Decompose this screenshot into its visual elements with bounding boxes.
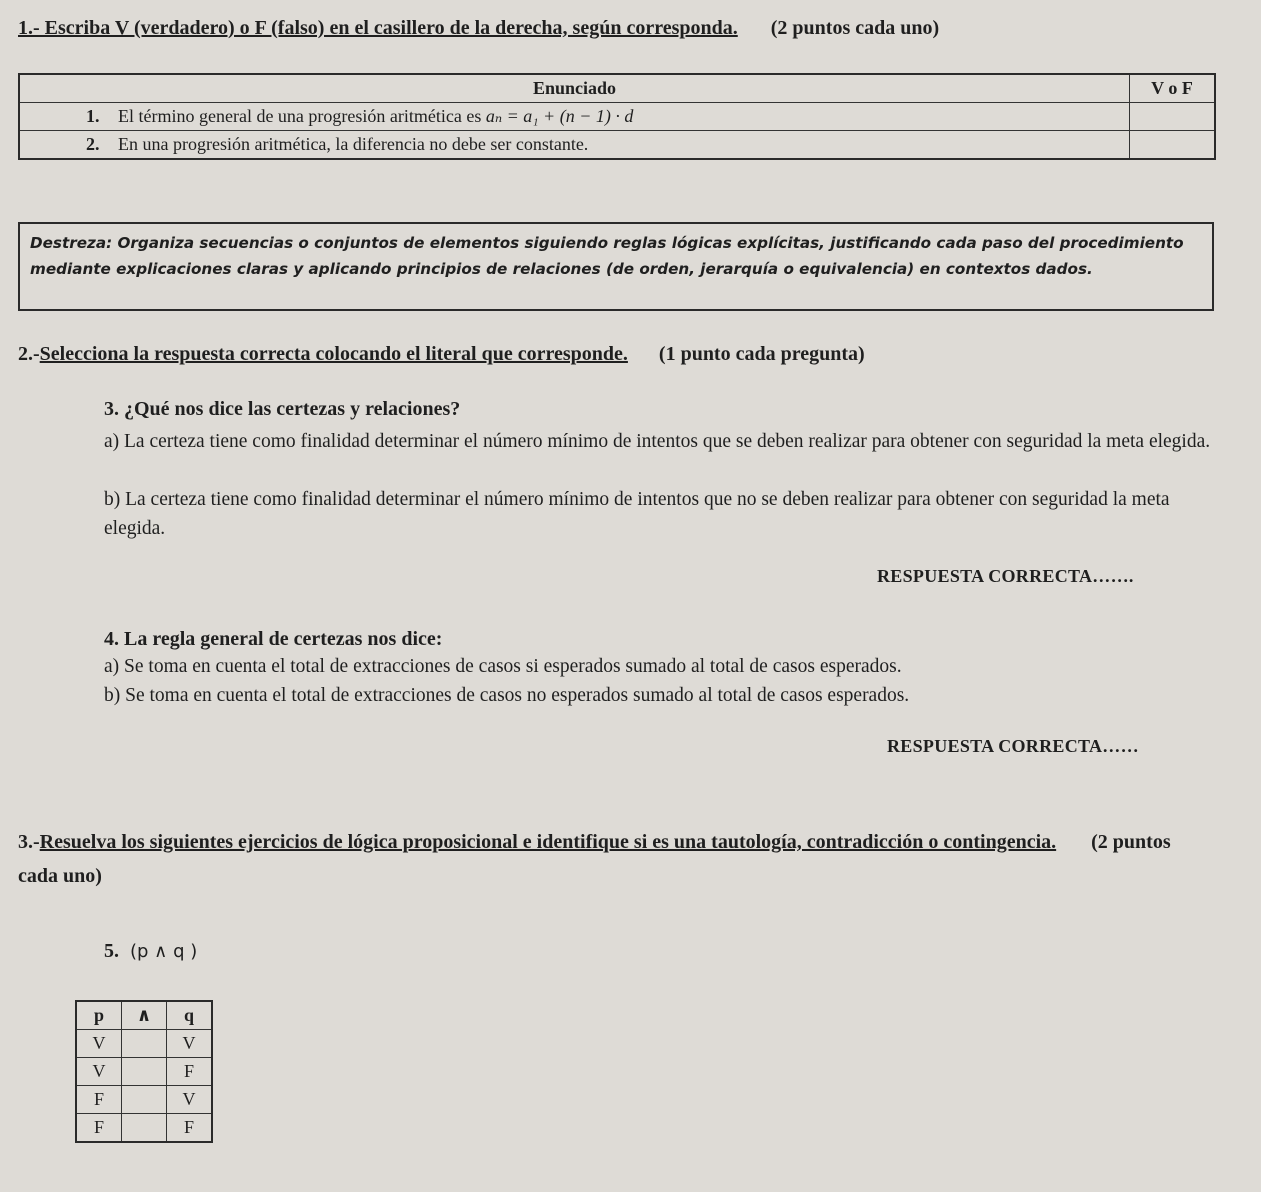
cell-result[interactable] xyxy=(122,1114,167,1143)
header-v-o-f: V o F xyxy=(1130,74,1216,103)
exercise-5 xyxy=(104,940,197,963)
section3-points: (2 puntos cada uno) xyxy=(18,831,1171,887)
question-4-option-a: a) Se toma en cuenta el total de extracciones de casos si esperados sumado al total de casos esperados. xyxy=(104,656,902,677)
cell-p: V xyxy=(76,1030,122,1058)
cell-result[interactable] xyxy=(122,1058,167,1086)
cell-q: V xyxy=(167,1030,213,1058)
section1-points: (2 puntos cada uno) xyxy=(770,17,940,39)
header-q: q xyxy=(167,1001,213,1030)
section2-points: (1 punto cada pregunta) xyxy=(658,343,865,365)
question-3-option-b: b) La certeza tiene como finalidad determinar el número mínimo de intentos que no se deben realizar para obtener con seguridad la meta elegida. xyxy=(104,489,1170,539)
answer-cell[interactable] xyxy=(1130,103,1216,131)
section3-prefix: 3.- xyxy=(18,831,40,853)
question-3-title: 3. ¿Qué nos dice las certezas y relaciones? xyxy=(104,398,461,420)
section2-title: Selecciona la respuesta correcta colocando el literal que corresponde. xyxy=(39,343,628,365)
header-and: ∧ xyxy=(122,1001,167,1030)
exercise-expression: (p ∧ q ) xyxy=(130,941,198,962)
cell-q: V xyxy=(167,1086,213,1114)
destreza-box xyxy=(18,222,1214,311)
truth-row xyxy=(76,1114,212,1143)
question-3-option-a: a) La certeza tiene como finalidad determinar el número mínimo de intentos que se deben realizar para obtener con seguridad la meta elegida. xyxy=(104,431,1211,452)
truth-row xyxy=(76,1086,212,1114)
cell-p: V xyxy=(76,1058,122,1086)
section3-heading xyxy=(18,825,1198,893)
table-header-row xyxy=(19,74,1215,103)
header-p: p xyxy=(76,1001,122,1030)
truth-header-row xyxy=(76,1001,212,1030)
statement-number: 1. xyxy=(86,106,100,126)
cell-p: F xyxy=(76,1114,122,1143)
section1-heading xyxy=(18,17,939,40)
statement-cell xyxy=(19,131,1130,160)
answer-cell[interactable] xyxy=(1130,131,1216,160)
statement-formula: aₙ = a₁ + (n − 1) · d xyxy=(485,106,634,126)
header-enunciado: Enunciado xyxy=(19,74,1130,103)
question-4-option-b: b) Se toma en cuenta el total de extracciones de casos no esperados sumado al total de casos esperados. xyxy=(104,685,910,706)
question-4-answer-line[interactable]: RESPUESTA CORRECTA…… xyxy=(887,736,1139,756)
truth-row xyxy=(76,1030,212,1058)
truth-table xyxy=(75,1000,213,1143)
cell-q: F xyxy=(167,1058,213,1086)
cell-q: F xyxy=(167,1114,213,1143)
cell-p: F xyxy=(76,1086,122,1114)
statement-text: En una progresión aritmética, la diferencia no debe ser constante. xyxy=(118,134,589,154)
section2-prefix: 2.- xyxy=(18,343,40,365)
statement-number: 2. xyxy=(86,134,100,154)
destreza-text: Destreza: Organiza secuencias o conjuntos de elementos siguiendo reglas lógicas explícitas, justificando cada paso del procedimiento mediante explicaciones claras y aplicando principios de relaciones (de orden, jerarquía o equivalencia) en contextos dados. xyxy=(30,234,1184,278)
exercise-number: 5. xyxy=(104,940,119,962)
section2-heading xyxy=(18,343,865,366)
cell-result[interactable] xyxy=(122,1030,167,1058)
table-row xyxy=(19,103,1215,131)
question-4-title: 4. La regla general de certezas nos dice: xyxy=(104,628,443,650)
section1-title: 1.- Escriba V (verdadero) o F (falso) en el casillero de la derecha, según corresponda. xyxy=(18,17,738,39)
table-row xyxy=(19,131,1215,160)
cell-result[interactable] xyxy=(122,1086,167,1114)
truth-row xyxy=(76,1058,212,1086)
statement-cell xyxy=(19,103,1130,131)
question-3-answer-line[interactable]: RESPUESTA CORRECTA……. xyxy=(877,566,1134,586)
true-false-table xyxy=(18,73,1216,160)
section3-title: Resuelva los siguientes ejercicios de lógica proposicional e identifique si es una tautología, contradicción o contingencia. xyxy=(39,831,1057,853)
statement-text: El término general de una progresión aritmética es xyxy=(118,106,486,126)
